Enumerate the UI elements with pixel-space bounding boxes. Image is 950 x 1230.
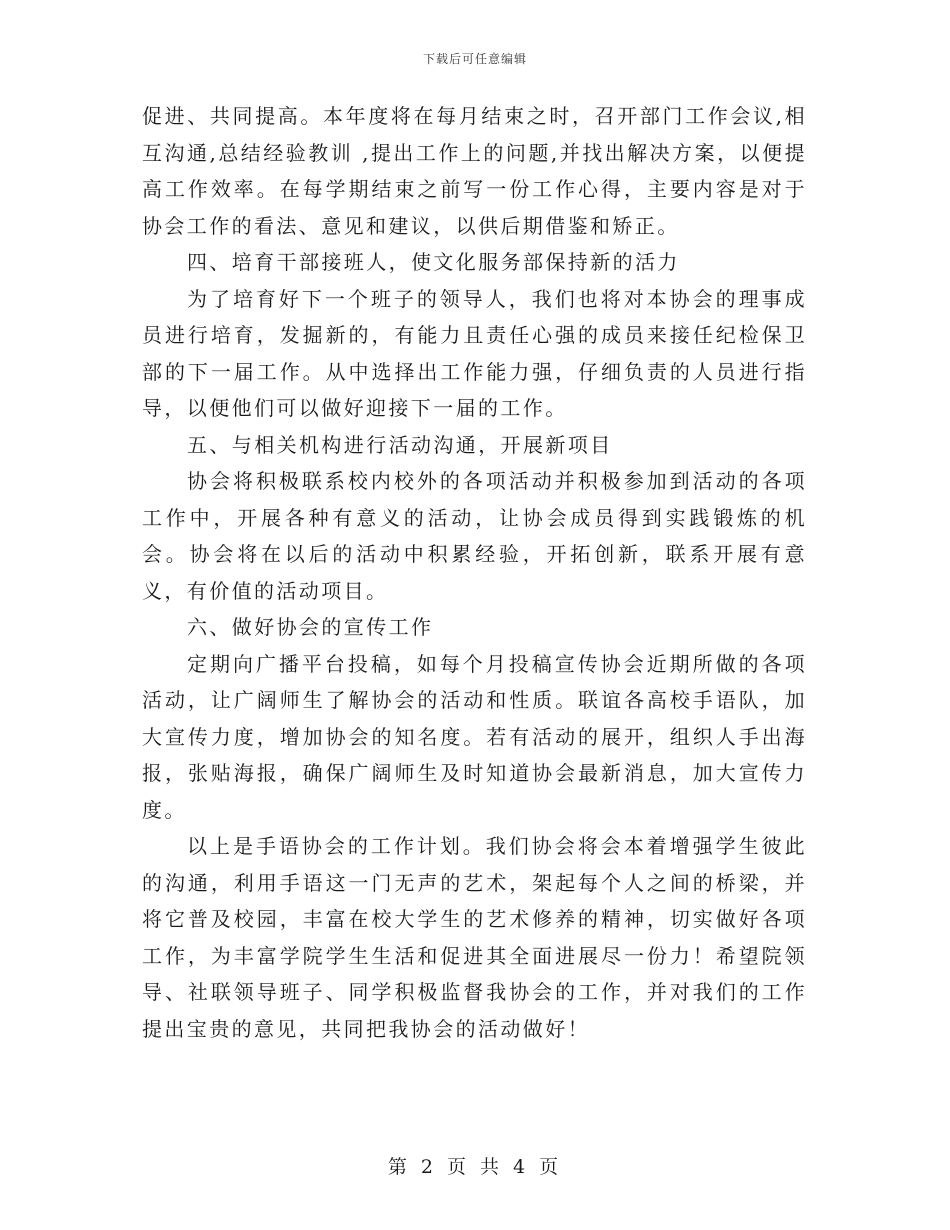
section-heading-6: 六、做好协会的宣传工作 [187, 615, 434, 639]
body-paragraph: 为了培育好下一个班子的领导人，我们也将对本协会的理事成员进行培育，发掘新的，有能力且责任心强的成员来接任纪检保卫部的下一届工作。从中选择出工作能力强，仔细负责的人员进行指导，以便他们可以做好迎接下一届的工作。 [142, 286, 807, 420]
closing-paragraph: 以上是手语协会的工作计划。我们协会将会本着增强学生彼此的沟通，利用手语这一门无声的艺术，架起每个人之间的桥梁，并将它普及校园，丰富在校大学生的艺术修养的精神，切实做好各项工作，为丰富学院学生生活和促进其全面进展尽一份力！希望院领导、社联领导班子、同学积极监督我协会的工作，并对我们的工作提出宝贵的意见，共同把我协会的活动做好！ [142, 834, 807, 1041]
page-header: 下载后可任意编辑 [422, 52, 527, 66]
section-heading-4: 四、培育干部接班人，使文化服务部保持新的活力 [187, 250, 680, 274]
page-number-footer: 第 2 页 共 4 页 [387, 1156, 563, 1178]
document-body [142, 98, 807, 1047]
body-paragraph: 促进、共同提高。本年度将在每月结束之时，召开部门工作会议,相互沟通,总结经验教训 ,提出工作上的问题,并找出解决方案，以便提高工作效率。在每学期结束之前写一份工作心得，主要内容是对于协会工作的看法、意见和建议，以供后期借鉴和矫正。 [142, 104, 807, 238]
body-paragraph: 定期向广播平台投稿，如每个月投稿宣传协会近期所做的各项活动，让广阔师生了解协会的活动和性质。联谊各高校手语队，加大宣传力度，增加协会的知名度。若有活动的展开，组织人手出海报，张贴海报，确保广阔师生及时知道协会最新消息，加大宣传力度。 [142, 651, 807, 822]
body-paragraph: 协会将积极联系校内校外的各项活动并积极参加到活动的各项工作中，开展各种有意义的活动，让协会成员得到实践锻炼的机会。协会将在以后的活动中积累经验，开拓创新，联系开展有意义，有价值的活动项目。 [142, 469, 807, 603]
section-heading-5: 五、与相关机构进行活动沟通，开展新项目 [187, 432, 613, 457]
